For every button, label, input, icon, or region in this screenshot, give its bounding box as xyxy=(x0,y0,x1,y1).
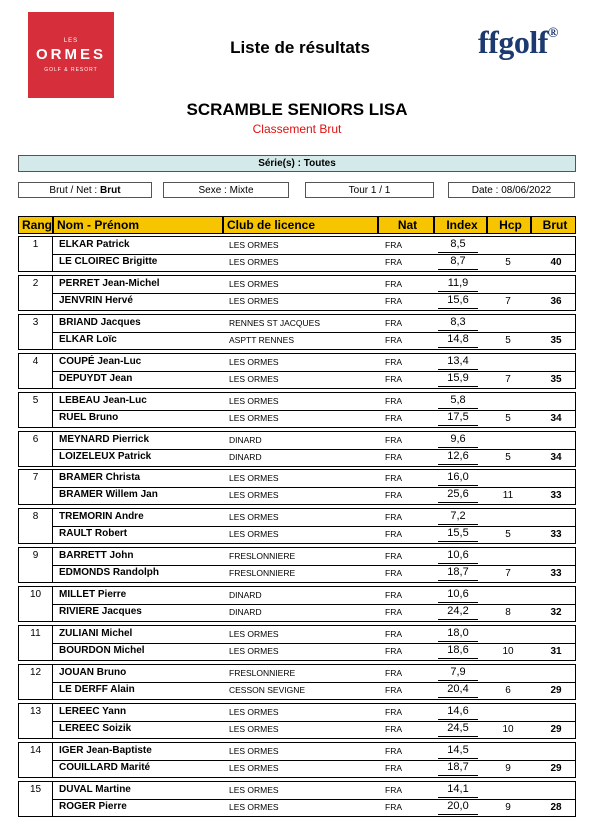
player-nat: FRA xyxy=(385,646,402,656)
team-brut: 29 xyxy=(550,762,562,774)
rank-cell: 5 xyxy=(19,393,53,427)
col-rang: Rang xyxy=(18,216,53,234)
brut-net-box xyxy=(18,182,152,198)
player-row xyxy=(53,721,575,738)
player-index: 15,9 xyxy=(438,372,478,387)
ffgolf-logo xyxy=(478,24,558,61)
player-club: LES ORMES xyxy=(229,356,279,367)
result-group xyxy=(18,625,576,661)
team-hcp: 5 xyxy=(505,529,511,541)
player-nat: FRA xyxy=(385,334,402,345)
team-hcp: 8 xyxy=(505,607,511,619)
player-nat: FRA xyxy=(385,451,402,462)
rank-cell: 4 xyxy=(19,354,53,388)
player-row xyxy=(53,432,575,449)
player-nat: FRA xyxy=(385,278,402,289)
player-club: LES ORMES xyxy=(229,412,279,423)
player-nat: FRA xyxy=(385,684,402,695)
team-brut: 35 xyxy=(550,334,562,346)
player-name: LEREEC Soizik xyxy=(59,722,132,734)
player-nat: FRA xyxy=(385,590,402,601)
team-brut: 40 xyxy=(550,257,562,268)
player-nat: FRA xyxy=(385,512,402,523)
rank-cell: 11 xyxy=(19,626,53,660)
team-hcp: 5 xyxy=(505,451,511,463)
team-hcp: 5 xyxy=(505,257,511,268)
result-group xyxy=(18,742,576,778)
player-nat: FRA xyxy=(385,529,402,540)
team-hcp: 10 xyxy=(502,646,514,657)
player-name: IGER Jean-Baptiste xyxy=(59,744,152,756)
player-index: 10,6 xyxy=(438,588,478,603)
team-hcp: 6 xyxy=(505,684,511,696)
player-index: 20,4 xyxy=(438,683,478,698)
player-club: LES ORMES xyxy=(229,278,279,289)
player-index: 5,8 xyxy=(438,394,478,409)
player-club: LES ORMES xyxy=(229,240,279,250)
player-name: BARRETT John xyxy=(59,550,134,562)
player-index: 10,6 xyxy=(438,549,478,564)
player-index: 14,6 xyxy=(438,705,478,720)
player-club: FRESLONNIERE xyxy=(229,568,296,579)
team-brut: 31 xyxy=(550,646,562,657)
player-index: 8,7 xyxy=(438,255,478,270)
player-club: LES ORMES xyxy=(229,629,279,639)
team-hcp: 5 xyxy=(505,334,511,346)
team-hcp: 7 xyxy=(505,373,511,385)
player-index: 15,5 xyxy=(438,527,478,542)
player-row xyxy=(53,587,575,604)
player-nat: FRA xyxy=(385,745,402,756)
player-index: 12,6 xyxy=(438,450,478,465)
player-club: LES ORMES xyxy=(229,257,279,267)
player-row xyxy=(53,626,575,643)
player-name: BRAMER Willem Jan xyxy=(59,489,158,501)
player-name: MILLET Pierre xyxy=(59,589,127,601)
player-row xyxy=(53,782,575,799)
player-club: LES ORMES xyxy=(229,723,279,734)
player-index: 11,9 xyxy=(438,277,478,292)
team-brut: 28 xyxy=(550,801,562,813)
player-name: LOIZELEUX Patrick xyxy=(59,450,152,462)
team-brut: 36 xyxy=(550,295,562,307)
logo-line-3: GOLF & RESORT xyxy=(44,67,98,73)
team-brut: 33 xyxy=(550,568,562,580)
player-row xyxy=(53,548,575,565)
player-name: LE CLOIREC Brigitte xyxy=(59,256,158,267)
player-nat: FRA xyxy=(385,784,402,795)
player-name: MEYNARD Pierrick xyxy=(59,433,150,445)
player-nat: FRA xyxy=(385,723,402,734)
player-club: LES ORMES xyxy=(229,395,279,406)
player-club: RENNES ST JACQUES xyxy=(229,317,321,328)
player-name: RAULT Robert xyxy=(59,528,128,540)
player-club: LES ORMES xyxy=(229,373,279,384)
player-row xyxy=(53,799,575,816)
col-index: Index xyxy=(434,216,487,234)
col-hcp: Hcp xyxy=(487,216,531,234)
sexe-box: Sexe : Mixte xyxy=(163,182,289,198)
player-nat: FRA xyxy=(385,568,402,579)
player-nat: FRA xyxy=(385,373,402,384)
player-name: JOUAN Bruno xyxy=(59,666,127,678)
result-group xyxy=(18,508,576,544)
player-nat: FRA xyxy=(385,395,402,406)
player-club: LES ORMES xyxy=(229,706,279,717)
player-index: 18,0 xyxy=(438,627,478,642)
player-index: 8,3 xyxy=(438,316,478,331)
player-nat: FRA xyxy=(385,257,402,267)
player-row xyxy=(53,254,575,271)
player-index: 14,8 xyxy=(438,333,478,348)
player-club: LES ORMES xyxy=(229,745,279,756)
result-group xyxy=(18,781,576,817)
team-brut: 34 xyxy=(550,412,562,424)
results-table-header xyxy=(18,216,576,234)
result-group xyxy=(18,236,576,272)
rank-cell: 9 xyxy=(19,548,53,582)
player-nat: FRA xyxy=(385,801,402,812)
player-index: 16,0 xyxy=(438,471,478,486)
player-club: LES ORMES xyxy=(229,490,279,501)
team-hcp: 5 xyxy=(505,412,511,424)
player-club: ASPTT RENNES xyxy=(229,334,295,345)
player-index: 18,7 xyxy=(438,761,478,776)
rank-cell: 10 xyxy=(19,587,53,621)
player-row xyxy=(53,665,575,682)
registered-mark: ® xyxy=(547,26,558,42)
player-name: TREMORIN Andre xyxy=(59,511,144,523)
tour-box: Tour 1 / 1 xyxy=(305,182,434,198)
player-club: LES ORMES xyxy=(229,473,279,484)
player-row xyxy=(53,526,575,543)
logo-line-2: ORMES xyxy=(35,46,106,63)
player-name: ELKAR Patrick xyxy=(59,239,130,250)
player-row xyxy=(53,565,575,582)
player-name: DEPUYDT Jean xyxy=(59,372,133,384)
result-group xyxy=(18,275,576,311)
player-row xyxy=(53,354,575,371)
date-box: Date : 08/06/2022 xyxy=(448,182,575,198)
player-index: 18,7 xyxy=(438,566,478,581)
player-nat: FRA xyxy=(385,706,402,717)
document-title: Liste de résultats xyxy=(230,38,370,57)
event-title: SCRAMBLE SENIORS LISA xyxy=(186,100,408,119)
player-index: 25,6 xyxy=(438,488,478,503)
player-club: LES ORMES xyxy=(229,784,279,795)
les-ormes-logo xyxy=(28,12,114,98)
result-group xyxy=(18,392,576,428)
player-index: 9,6 xyxy=(438,433,478,448)
player-row xyxy=(53,293,575,310)
player-name: BRIAND Jacques xyxy=(59,316,141,328)
player-name: ROGER Pierre xyxy=(59,800,127,812)
player-nat: FRA xyxy=(385,412,402,423)
player-name: ZULIANI Michel xyxy=(59,628,133,639)
player-row xyxy=(53,371,575,388)
logo-line-1: LES xyxy=(63,38,79,44)
player-index: 8,5 xyxy=(438,238,478,253)
player-row xyxy=(53,760,575,777)
player-row xyxy=(53,643,575,660)
player-name: ELKAR Loïc xyxy=(59,333,117,345)
player-index: 13,4 xyxy=(438,355,478,370)
player-name: PERRET Jean-Michel xyxy=(59,277,160,289)
team-brut: 34 xyxy=(550,451,562,463)
player-index: 24,5 xyxy=(438,722,478,737)
player-row xyxy=(53,276,575,293)
player-index: 24,2 xyxy=(438,605,478,620)
result-group xyxy=(18,353,576,389)
rank-cell: 7 xyxy=(19,470,53,504)
player-name: EDMONDS Randolph xyxy=(59,567,159,579)
player-club: DINARD xyxy=(229,451,262,462)
rank-cell: 13 xyxy=(19,704,53,738)
rank-cell: 8 xyxy=(19,509,53,543)
player-row xyxy=(53,332,575,349)
player-row xyxy=(53,393,575,410)
player-row xyxy=(53,470,575,487)
player-name: JENVRIN Hervé xyxy=(59,294,133,306)
result-group xyxy=(18,586,576,622)
player-club: FRESLONNIERE xyxy=(229,667,296,678)
result-group xyxy=(18,314,576,350)
player-name: LEBEAU Jean-Luc xyxy=(59,394,147,406)
player-row xyxy=(53,487,575,504)
player-nat: FRA xyxy=(385,551,402,562)
player-row xyxy=(53,682,575,699)
player-name: COUILLARD Marité xyxy=(59,761,151,773)
player-name: LE DERFF Alain xyxy=(59,683,135,695)
team-hcp: 9 xyxy=(505,801,511,813)
player-nat: FRA xyxy=(385,295,402,306)
brut-net-value: Brut xyxy=(100,185,121,196)
team-brut: 33 xyxy=(550,529,562,541)
player-club: LES ORMES xyxy=(229,646,279,656)
player-club: DINARD xyxy=(229,607,262,618)
player-nat: FRA xyxy=(385,356,402,367)
player-index: 7,2 xyxy=(438,510,478,525)
player-name: RIVIERE Jacques xyxy=(59,606,142,618)
player-nat: FRA xyxy=(385,473,402,484)
rank-cell: 3 xyxy=(19,315,53,349)
result-group xyxy=(18,703,576,739)
player-row xyxy=(53,237,575,254)
player-nat: FRA xyxy=(385,434,402,445)
player-nat: FRA xyxy=(385,490,402,501)
col-club: Club de licence xyxy=(223,216,378,234)
player-name: BOURDON Michel xyxy=(59,645,145,656)
player-row xyxy=(53,704,575,721)
brut-net-label: Brut / Net : xyxy=(49,185,98,196)
rank-cell: 15 xyxy=(19,782,53,816)
result-group xyxy=(18,431,576,467)
player-index: 7,9 xyxy=(438,666,478,681)
rank-cell: 2 xyxy=(19,276,53,310)
player-nat: FRA xyxy=(385,629,402,639)
player-row xyxy=(53,509,575,526)
player-row xyxy=(53,604,575,621)
player-nat: FRA xyxy=(385,762,402,773)
player-club: LES ORMES xyxy=(229,295,279,306)
team-hcp: 9 xyxy=(505,762,511,774)
result-group xyxy=(18,664,576,700)
classement-subtitle: Classement Brut xyxy=(252,122,342,136)
team-brut: 32 xyxy=(550,607,562,619)
team-brut: 29 xyxy=(550,723,562,735)
team-hcp: 7 xyxy=(505,295,511,307)
rank-cell: 6 xyxy=(19,432,53,466)
team-brut: 35 xyxy=(550,373,562,385)
col-nat: Nat xyxy=(378,216,434,234)
player-nat: FRA xyxy=(385,607,402,618)
player-club: LES ORMES xyxy=(229,512,279,523)
team-brut: 33 xyxy=(550,490,562,502)
col-brut: Brut xyxy=(531,216,576,234)
col-nom: Nom - Prénom xyxy=(53,216,223,234)
player-name: RUEL Bruno xyxy=(59,411,119,423)
player-club: FRESLONNIERE xyxy=(229,551,296,562)
rank-cell: 1 xyxy=(19,237,53,271)
player-nat: FRA xyxy=(385,317,402,328)
player-index: 20,0 xyxy=(438,800,478,815)
team-hcp: 11 xyxy=(502,490,514,502)
player-index: 15,6 xyxy=(438,294,478,309)
player-row xyxy=(53,449,575,466)
player-club: LES ORMES xyxy=(229,762,279,773)
result-group xyxy=(18,469,576,505)
player-name: COUPÉ Jean-Luc xyxy=(59,355,142,367)
player-club: LES ORMES xyxy=(229,529,279,540)
player-name: BRAMER Christa xyxy=(59,472,141,484)
player-nat: FRA xyxy=(385,240,402,250)
player-row xyxy=(53,315,575,332)
rank-cell: 12 xyxy=(19,665,53,699)
team-brut: 29 xyxy=(550,684,562,696)
team-hcp: 7 xyxy=(505,568,511,580)
player-index: 14,5 xyxy=(438,744,478,759)
team-hcp: 10 xyxy=(502,723,514,735)
series-filter: Série(s) : Toutes xyxy=(18,155,576,172)
player-club: CESSON SEVIGNE xyxy=(229,684,306,695)
player-name: DUVAL Martine xyxy=(59,783,131,795)
rank-cell: 14 xyxy=(19,743,53,777)
player-index: 17,5 xyxy=(438,411,478,426)
player-row xyxy=(53,410,575,427)
result-group xyxy=(18,547,576,583)
player-row xyxy=(53,743,575,760)
ffgolf-logo-text: ffgolf xyxy=(478,24,548,60)
player-club: DINARD xyxy=(229,434,262,445)
player-club: LES ORMES xyxy=(229,801,279,812)
player-nat: FRA xyxy=(385,667,402,678)
player-name: LEREEC Yann xyxy=(59,705,127,717)
player-club: DINARD xyxy=(229,590,262,601)
player-index: 18,6 xyxy=(438,644,478,659)
player-index: 14,1 xyxy=(438,783,478,798)
